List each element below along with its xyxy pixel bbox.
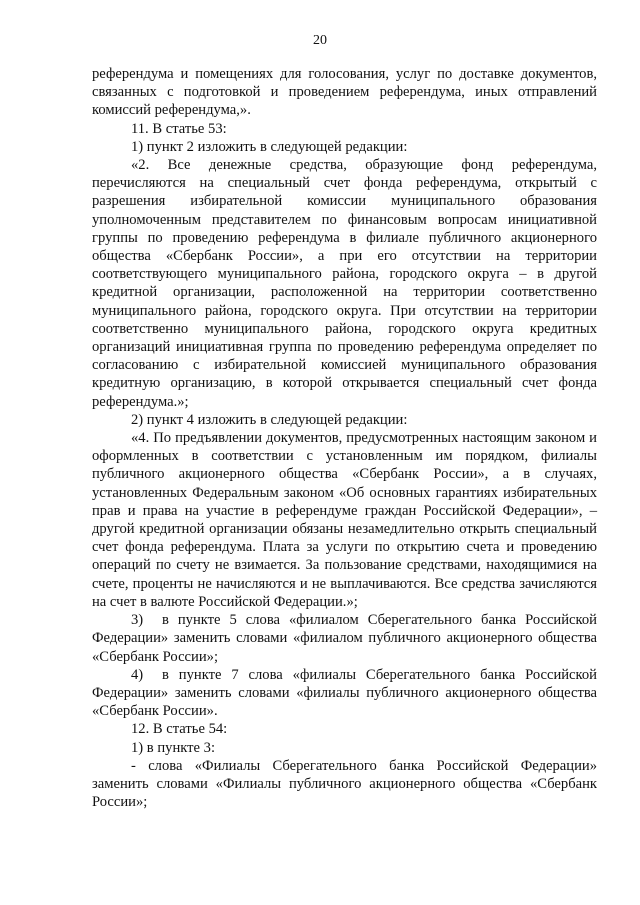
enumerated-number: 3) <box>131 612 144 629</box>
document-body <box>92 65 597 811</box>
paragraph-article-54-heading: 12. В статье 54: <box>131 721 228 738</box>
paragraph-point-2-intro: 1) пункт 2 изложить в следующей редакции: <box>131 138 408 155</box>
paragraph-point-4-intro: 2) пункт 4 изложить в следующей редакции: <box>131 411 408 428</box>
enumerated-text: в пункте 5 слова «филиалом Сберегательного банка Российской Федерации» заменить словами «филиалом публичного акционерного общества «Сбербанк России»; <box>92 612 597 665</box>
paragraph-point-3-text: - слова «Филиалы Сберегательного банка Российской Федерации» заменить словами «Филиалы публичного акционерного общества «Сбербанк России»; <box>92 757 597 811</box>
enumerated-text: в пункте 7 слова «филиалы Сберегательного банка Российской Федерации» заменить словами «филиалы публичного акционерного общества «Сбербанк России». <box>92 666 597 720</box>
paragraph-article-53-heading: 11. В статье 53: <box>131 120 227 137</box>
paragraph-point-3-intro: 1) в пункте 3: <box>131 739 216 756</box>
enumerated-number: 4) <box>131 666 144 683</box>
enumerated-item-3 <box>92 611 597 666</box>
page-number: 20 <box>313 33 327 48</box>
paragraph-point-2-text: «2. Все денежные средства, образующие фонд референдума, перечисляются на специальный счет фонда референдума, открытый с разрешения избирательной комиссии муниципального образования уполномоченным представителем по финансовым вопросам инициативной группы по проведению референдума в филиале публичного акционерного общества «Сбербанк России», а при его отсутствии на территории соответствующего муниципального района, городского округа – в другой кредитной организации, расположенной на территории соответственно муниципального района, городского округа. При отсутствии на территории соответственно муниципального района, городского округа кредитных организаций инициативная группа по проведению референдума определяет по согласованию с избирательной комиссией муниципального образования кредитную организацию, в которой открывается специальный счет фонда референдума.»; <box>92 157 597 410</box>
paragraph-referendum-continuation: референдума и помещениях для голосования, услуг по доставке документов, связанных с подготовкой и проведением референдума, иных отправлений комиссий референдума,». <box>92 66 597 119</box>
enumerated-item-4 <box>92 666 597 721</box>
paragraph-point-4-text: «4. По предъявлении документов, предусмотренных настоящим законом и оформленных в соответствии с установленным им порядком, филиалы публичного акционерного общества «Сбербанк России», а в случаях, установленных Федеральным законом «Об основных гарантиях избирательных прав и права на участие в референдуме граждан Российской Федерации», – другой кредитной организации обязаны незамедлительно открыть специальный счет фонда референдума. Плата за услуги по открытию счета и проведению операций по счету не взимается. За пользование средствами, находящимися на счете, проценты не начисляются и не выплачиваются. Все средства зачисляются на счет в валюте Российской Федерации.»; <box>92 430 597 610</box>
